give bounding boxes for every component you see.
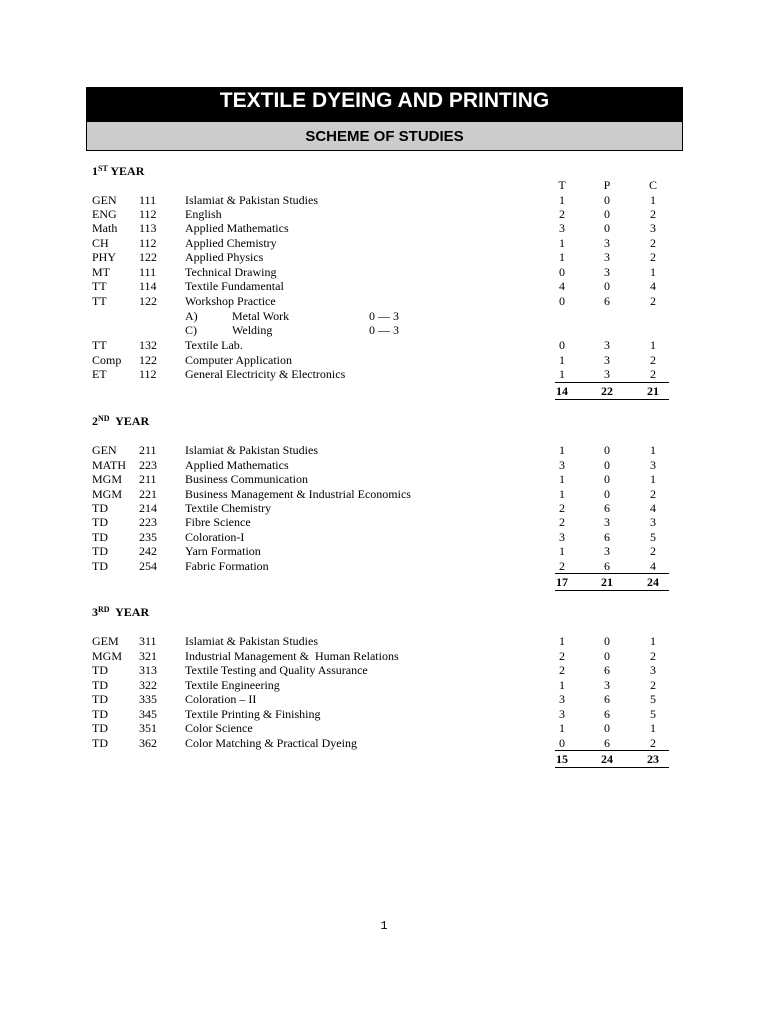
course-title: Applied Physics [185,250,264,264]
course-number: 114 [139,279,157,293]
practical-hours: 0 [604,221,610,235]
credit-hours: 1 [650,193,656,207]
credit-hours: 1 [650,338,656,352]
course-title: Textile Engineering [185,678,280,692]
course-row [0,458,768,472]
sub-item-letter: A) [185,309,198,323]
sub-item-row [0,323,768,337]
course-number: 254 [139,559,157,573]
total-underline [555,590,669,591]
course-number: 211 [139,472,157,486]
course-dept: MGM [92,472,123,486]
practical-hours: 6 [604,736,610,750]
course-row [0,279,768,293]
practical-hours: 0 [604,193,610,207]
course-title: Applied Mathematics [185,458,289,472]
practical-hours: 3 [604,678,610,692]
practical-hours: 3 [604,338,610,352]
credit-hours: 4 [650,559,656,573]
course-title: Islamiat & Pakistan Studies [185,634,318,648]
year-3-total-row [0,752,768,766]
theory-hours: 0 [559,265,565,279]
theory-hours: 1 [559,367,565,381]
practical-hours: 0 [604,207,610,221]
document-subtitle: SCHEME OF STUDIES [86,121,683,151]
credit-hours: 1 [650,634,656,648]
course-dept: TT [92,279,107,293]
theory-hours: 0 [559,736,565,750]
course-dept: MGM [92,487,123,501]
course-title: Computer Application [185,353,292,367]
course-dept: GEN [92,193,117,207]
course-number: 112 [139,207,157,221]
theory-hours: 1 [559,487,565,501]
course-title: Textile Printing & Finishing [185,707,321,721]
theory-hours: 1 [559,250,565,264]
course-title: Textile Testing and Quality Assurance [185,663,368,677]
course-row [0,338,768,352]
course-title: Business Communication [185,472,308,486]
course-dept: TT [92,338,107,352]
course-dept: TD [92,707,108,721]
document-title: TEXTILE DYEING AND PRINTING [86,87,683,121]
credit-hours: 3 [650,221,656,235]
course-number: 345 [139,707,157,721]
course-dept: TD [92,515,108,529]
total-credit: 23 [647,752,659,766]
course-title: Textile Chemistry [185,501,272,515]
course-row [0,207,768,221]
year-heading-3 [92,605,149,619]
theory-hours: 0 [559,294,565,308]
course-title: Industrial Management & Human Relations [185,649,399,663]
course-title: Yarn Formation [185,544,261,558]
sub-item-name: Metal Work [232,309,290,323]
year-2-total-row [0,575,768,589]
credit-hours: 5 [650,692,656,706]
total-credit: 21 [647,384,659,398]
course-row [0,515,768,529]
credit-hours: 1 [650,443,656,457]
theory-hours: 1 [559,721,565,735]
course-title: Workshop Practice [185,294,276,308]
practical-hours: 0 [604,721,610,735]
course-row [0,736,768,750]
course-row [0,721,768,735]
total-theory: 14 [556,384,568,398]
theory-hours: 1 [559,236,565,250]
course-dept: Math [92,221,118,235]
total-credit: 24 [647,575,659,589]
sub-item-range: 0 — 3 [369,309,399,323]
course-number: 362 [139,736,157,750]
course-number: 223 [139,515,157,529]
theory-hours: 1 [559,443,565,457]
sub-item-letter: C) [185,323,197,337]
total-underline [555,399,669,400]
credit-hours: 3 [650,458,656,472]
credit-hours: 5 [650,707,656,721]
credit-hours: 2 [650,294,656,308]
course-row [0,265,768,279]
course-dept: TD [92,501,108,515]
course-row [0,250,768,264]
year-heading-1 [92,164,144,178]
practical-hours: 0 [604,279,610,293]
course-row [0,236,768,250]
course-dept: ENG [92,207,117,221]
total-practical: 24 [601,752,613,766]
credit-hours: 1 [650,721,656,735]
total-divider [555,750,669,751]
course-title: Technical Drawing [185,265,277,279]
practical-hours: 3 [604,367,610,381]
course-dept: PHY [92,250,117,264]
course-row [0,649,768,663]
course-title: Textile Lab. [185,338,243,352]
course-number: 313 [139,663,157,677]
course-number: 113 [139,221,157,235]
course-number: 111 [139,265,157,279]
year-number: 3 [92,605,98,619]
credit-hours: 5 [650,530,656,544]
theory-hours: 3 [559,458,565,472]
course-row [0,193,768,207]
course-row [0,707,768,721]
total-practical: 22 [601,384,613,398]
credit-hours: 2 [650,544,656,558]
total-divider [555,573,669,574]
practical-hours: 6 [604,530,610,544]
course-row [0,353,768,367]
course-dept: MT [92,265,110,279]
credit-hours: 2 [650,207,656,221]
course-number: 112 [139,367,157,381]
year-number: 2 [92,414,98,428]
course-dept: TD [92,692,108,706]
course-row [0,294,768,308]
course-title: Color Science [185,721,253,735]
course-number: 351 [139,721,157,735]
course-dept: MATH [92,458,127,472]
course-title: Fibre Science [185,515,251,529]
theory-hours: 1 [559,472,565,486]
course-number: 122 [139,294,157,308]
course-row [0,559,768,573]
course-row [0,443,768,457]
course-title: Coloration-I [185,530,245,544]
practical-hours: 3 [604,250,610,264]
practical-hours: 3 [604,265,610,279]
credit-hours: 2 [650,353,656,367]
course-row [0,367,768,381]
course-row [0,472,768,486]
course-title: Color Matching & Practical Dyeing [185,736,357,750]
course-dept: GEN [92,443,117,457]
practical-hours: 6 [604,692,610,706]
column-header-c: C [648,178,657,192]
credit-hours: 2 [650,367,656,381]
credit-hours: 2 [650,250,656,264]
course-title: Fabric Formation [185,559,269,573]
theory-hours: 3 [559,707,565,721]
course-number: 112 [139,236,157,250]
course-number: 211 [139,443,157,457]
credit-hours: 2 [650,487,656,501]
credit-hours: 3 [650,515,656,529]
course-row [0,678,768,692]
theory-hours: 2 [559,501,565,515]
course-number: 242 [139,544,157,558]
course-dept: ET [92,367,107,381]
course-title: Islamiat & Pakistan Studies [185,443,318,457]
course-dept: TD [92,663,108,677]
theory-hours: 2 [559,649,565,663]
practical-hours: 3 [604,515,610,529]
course-row [0,544,768,558]
practical-hours: 0 [604,472,610,486]
practical-hours: 0 [604,458,610,472]
practical-hours: 0 [604,649,610,663]
course-number: 122 [139,353,157,367]
theory-hours: 1 [559,353,565,367]
course-title: English [185,207,222,221]
course-title: Islamiat & Pakistan Studies [185,193,318,207]
course-number: 235 [139,530,157,544]
total-theory: 17 [556,575,568,589]
course-dept: TD [92,721,108,735]
practical-hours: 6 [604,663,610,677]
course-number: 322 [139,678,157,692]
course-number: 214 [139,501,157,515]
theory-hours: 4 [559,279,565,293]
year-suffix: ST [98,164,108,173]
sub-item-range: 0 — 3 [369,323,399,337]
practical-hours: 6 [604,294,610,308]
course-title: General Electricity & Electronics [185,367,346,381]
course-title: Applied Mathematics [185,221,289,235]
course-dept: MGM [92,649,123,663]
year-suffix: ND [98,414,110,423]
practical-hours: 0 [604,634,610,648]
course-dept: TD [92,530,108,544]
column-headers [0,178,768,192]
course-dept: TD [92,736,108,750]
theory-hours: 3 [559,692,565,706]
year-label: YEAR [107,164,145,178]
credit-hours: 2 [650,736,656,750]
course-row [0,530,768,544]
course-number: 122 [139,250,157,264]
credit-hours: 4 [650,279,656,293]
theory-hours: 2 [559,515,565,529]
practical-hours: 6 [604,501,610,515]
course-number: 321 [139,649,157,663]
course-number: 111 [139,193,157,207]
year-suffix: RD [98,605,110,614]
total-underline [555,767,669,768]
credit-hours: 3 [650,663,656,677]
credit-hours: 1 [650,265,656,279]
practical-hours: 6 [604,559,610,573]
year-label: YEAR [109,605,150,619]
course-number: 223 [139,458,157,472]
theory-hours: 2 [559,663,565,677]
course-row [0,663,768,677]
practical-hours: 3 [604,353,610,367]
credit-hours: 2 [650,649,656,663]
theory-hours: 1 [559,544,565,558]
course-row [0,692,768,706]
theory-hours: 2 [559,559,565,573]
theory-hours: 3 [559,221,565,235]
column-header-t: T [558,178,566,192]
total-divider [555,382,669,383]
course-title: Textile Fundamental [185,279,284,293]
course-number: 132 [139,338,157,352]
column-header-p: P [603,178,611,192]
total-practical: 21 [601,575,613,589]
theory-hours: 1 [559,678,565,692]
credit-hours: 2 [650,678,656,692]
course-dept: TD [92,678,108,692]
practical-hours: 0 [604,443,610,457]
course-dept: Comp [92,353,122,367]
course-dept: TT [92,294,107,308]
course-dept: TD [92,559,108,573]
course-row [0,501,768,515]
course-title: Business Management & Industrial Economics [185,487,411,501]
credit-hours: 4 [650,501,656,515]
year-heading-2 [92,414,149,428]
year-1-total-row [0,384,768,398]
course-row [0,487,768,501]
practical-hours: 3 [604,544,610,558]
course-row [0,221,768,235]
theory-hours: 1 [559,193,565,207]
credit-hours: 2 [650,236,656,250]
practical-hours: 3 [604,236,610,250]
course-dept: TD [92,544,108,558]
sub-item-row [0,309,768,323]
theory-hours: 3 [559,530,565,544]
theory-hours: 1 [559,634,565,648]
practical-hours: 6 [604,707,610,721]
sub-item-name: Welding [232,323,273,337]
theory-hours: 0 [559,338,565,352]
year-number: 1 [92,164,98,178]
practical-hours: 0 [604,487,610,501]
course-row [0,634,768,648]
course-dept: CH [92,236,109,250]
course-title: Coloration – II [185,692,257,706]
theory-hours: 2 [559,207,565,221]
course-number: 311 [139,634,157,648]
course-title: Applied Chemistry [185,236,277,250]
course-dept: GEM [92,634,119,648]
page-number: 1 [380,919,388,933]
course-number: 335 [139,692,157,706]
course-number: 221 [139,487,157,501]
credit-hours: 1 [650,472,656,486]
total-theory: 15 [556,752,568,766]
year-label: YEAR [109,414,150,428]
